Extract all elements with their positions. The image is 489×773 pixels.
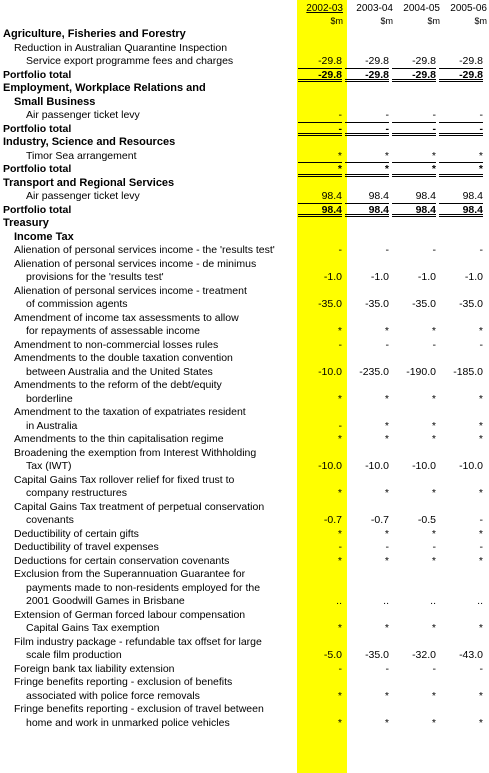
row-label: Fringe benefits reporting - exclusion of benefits <box>14 676 233 688</box>
value-2004-05: - <box>432 244 436 256</box>
table-row <box>0 690 489 704</box>
row-label: Portfolio total <box>3 163 72 175</box>
unit-label: $m <box>380 16 393 26</box>
section-heading-row <box>0 96 489 110</box>
unit-label: $m <box>427 16 440 26</box>
table-row <box>0 285 489 299</box>
table-row <box>0 474 489 488</box>
row-label: Employment, Workplace Relations and <box>3 82 206 94</box>
table-row <box>0 190 489 204</box>
value-2003-04: -1.0 <box>370 271 389 283</box>
portfolio-total-row <box>0 204 489 218</box>
table-row <box>0 582 489 596</box>
value-2002-03: .. <box>336 595 342 607</box>
value-2004-05: -0.5 <box>417 514 436 526</box>
value-2004-05: -35.0 <box>412 298 436 310</box>
value-2003-04: -35.0 <box>365 298 389 310</box>
table-row <box>0 595 489 609</box>
value-2004-05: * <box>431 622 436 634</box>
row-label: Portfolio total <box>3 68 72 81</box>
table-row <box>0 460 489 474</box>
value-2004-05: 98.4 <box>392 190 436 204</box>
value-2005-06: * <box>478 622 483 634</box>
value-2002-03: - <box>298 109 342 123</box>
row-label: Amendment to the taxation of expatriates resident <box>14 406 246 418</box>
value-2005-06: - <box>479 338 483 351</box>
value-2002-03: -10.0 <box>318 365 342 378</box>
value-2003-04: -29.8 <box>345 69 389 83</box>
table-row <box>0 298 489 312</box>
value-2002-03: * <box>337 716 342 729</box>
table-row <box>0 325 489 339</box>
row-label: Capital Gains Tax treatment of perpetual conservation <box>14 500 265 513</box>
value-2005-06: * <box>478 716 483 729</box>
table-row <box>0 663 489 677</box>
row-label: Deductibility of travel expenses <box>14 541 159 553</box>
table-row <box>0 501 489 515</box>
value-2003-04: -35.0 <box>365 649 389 661</box>
value-2004-05: * <box>431 689 436 702</box>
table-row <box>0 352 489 366</box>
value-2002-03: -29.8 <box>298 69 342 83</box>
row-label: Deductions for certain conservation covenants <box>14 554 230 567</box>
value-2005-06: * <box>478 433 483 445</box>
row-label: Extension of German forced labour compensation <box>14 608 246 621</box>
table-row <box>0 649 489 663</box>
value-2002-03: 98.4 <box>298 190 342 204</box>
value-2002-03: -5.0 <box>323 649 342 661</box>
section-heading-row <box>0 28 489 42</box>
row-label: Deductibility of certain gifts <box>14 527 139 540</box>
value-2003-04: * <box>384 689 389 702</box>
value-2005-06: - <box>439 109 483 123</box>
row-label: provisions for the 'results test' <box>26 271 164 283</box>
value-2005-06: .. <box>477 595 483 607</box>
row-label: Capital Gains Tax exemption <box>26 622 160 634</box>
value-2005-06: 98.4 <box>439 204 483 218</box>
value-2003-04: - <box>345 123 389 137</box>
value-2004-05: -29.8 <box>392 55 436 69</box>
row-label: Amendment to non-commercial losses rules <box>14 338 219 351</box>
value-2002-03: * <box>337 433 342 445</box>
row-label: scale film production <box>26 649 122 661</box>
row-label: of commission agents <box>26 298 128 310</box>
value-2002-03: -35.0 <box>318 298 342 310</box>
portfolio-total-row <box>0 123 489 137</box>
row-label: Air passenger ticket levy <box>26 109 140 121</box>
row-label: Service export programme fees and charges <box>26 55 234 67</box>
value-2004-05: * <box>431 325 436 337</box>
row-label: Fringe benefits reporting - exclusion of travel between <box>14 703 264 715</box>
table-row <box>0 393 489 407</box>
row-label: company restructures <box>26 487 127 499</box>
value-2003-04: * <box>384 392 389 405</box>
value-2003-04: * <box>384 325 389 337</box>
row-label: Exclusion from the Superannuation Guarantee for <box>14 568 246 580</box>
row-label: Portfolio total <box>3 122 72 135</box>
value-2003-04: - <box>385 338 389 351</box>
table-row <box>0 42 489 56</box>
table-row <box>0 150 489 164</box>
value-2002-03: -1.0 <box>323 271 342 283</box>
value-2002-03: - <box>338 662 342 675</box>
section-heading-row <box>0 231 489 245</box>
value-2003-04: * <box>384 433 389 445</box>
table-row <box>0 258 489 272</box>
value-2002-03: - <box>338 419 342 432</box>
value-2004-05: -190.0 <box>406 365 436 378</box>
row-label: for repayments of assessable income <box>26 325 200 337</box>
value-2005-06: - <box>479 514 483 526</box>
value-2002-03: * <box>337 487 342 499</box>
portfolio-total-row <box>0 163 489 177</box>
table-row <box>0 487 489 501</box>
table-row <box>0 636 489 650</box>
value-2004-05: -32.0 <box>412 649 436 661</box>
value-2002-03: - <box>338 244 342 256</box>
value-2002-03: * <box>298 163 342 177</box>
row-label: covenants <box>26 514 74 526</box>
value-2005-06: * <box>439 163 483 177</box>
value-2004-05: * <box>431 716 436 729</box>
section-heading-row <box>0 217 489 231</box>
value-2004-05: - <box>392 109 436 123</box>
row-label: Amendments to the reform of the debt/equity <box>14 379 222 391</box>
value-2002-03: 98.4 <box>298 204 342 218</box>
value-2003-04: - <box>385 244 389 256</box>
value-2002-03: * <box>337 622 342 634</box>
year-label: 2002-03 <box>306 3 343 14</box>
value-2003-04: * <box>345 150 389 164</box>
value-2003-04: - <box>345 109 389 123</box>
table-row <box>0 339 489 353</box>
portfolio-total-row <box>0 69 489 83</box>
row-label: Foreign bank tax liability extension <box>14 662 175 675</box>
row-label: in Australia <box>26 419 78 432</box>
value-2005-06: -185.0 <box>453 365 483 378</box>
row-label: Amendments to the double taxation convention <box>14 352 233 364</box>
year-label: 2004-05 <box>403 3 440 14</box>
row-label: associated with police force removals <box>26 689 200 702</box>
row-label: Broadening the exemption from Interest Withholding <box>14 446 257 459</box>
section-heading-row <box>0 82 489 96</box>
table-row <box>0 514 489 528</box>
row-label: Amendment of income tax assessments to allow <box>14 311 239 324</box>
table-row <box>0 406 489 420</box>
value-2004-05: * <box>392 150 436 164</box>
row-label: home and work in unmarked police vehicles <box>26 716 230 729</box>
table-row <box>0 109 489 123</box>
value-2005-06: * <box>478 392 483 405</box>
value-2005-06: -29.8 <box>439 69 483 83</box>
value-2004-05: - <box>432 338 436 351</box>
row-label: Air passenger ticket levy <box>26 190 140 202</box>
value-2005-06: * <box>478 527 483 540</box>
year-label: 2005-06 <box>450 3 487 14</box>
value-2003-04: - <box>385 541 389 553</box>
unit-label: $m <box>474 16 487 26</box>
value-2005-06: -10.0 <box>459 460 483 472</box>
value-2003-04: * <box>384 554 389 567</box>
value-2005-06: - <box>479 662 483 675</box>
value-2005-06: 98.4 <box>439 190 483 204</box>
table-row <box>0 676 489 690</box>
row-label: Industry, Science and Resources <box>3 136 176 148</box>
value-2002-03: * <box>337 392 342 405</box>
row-label: Capital Gains Tax rollover relief for fixed trust to <box>14 473 235 486</box>
table-row <box>0 717 489 731</box>
value-2005-06: * <box>478 325 483 337</box>
row-label: Amendments to the thin capitalisation regime <box>14 433 224 445</box>
year-label: 2003-04 <box>356 3 393 14</box>
value-2002-03: -0.7 <box>323 514 342 526</box>
row-label: Tax (IWT) <box>26 460 72 472</box>
value-2004-05: - <box>432 662 436 675</box>
row-label: borderline <box>26 392 73 405</box>
value-2005-06: * <box>478 554 483 567</box>
value-2005-06: - <box>479 244 483 256</box>
value-2003-04: * <box>384 622 389 634</box>
value-2002-03: * <box>337 325 342 337</box>
table-row <box>0 271 489 285</box>
column-header-2003-04 <box>347 3 393 29</box>
table-row <box>0 541 489 555</box>
value-2002-03: * <box>298 150 342 164</box>
value-2004-05: * <box>431 554 436 567</box>
value-2004-05: * <box>431 392 436 405</box>
value-2004-05: -29.8 <box>392 69 436 83</box>
value-2003-04: * <box>384 716 389 729</box>
table-row <box>0 568 489 582</box>
value-2002-03: - <box>338 338 342 351</box>
value-2003-04: -10.0 <box>365 460 389 472</box>
value-2005-06: - <box>439 123 483 137</box>
value-2005-06: -35.0 <box>459 298 483 310</box>
value-2005-06: -29.8 <box>439 55 483 69</box>
row-label: Timor Sea arrangement <box>26 149 137 162</box>
table-row <box>0 447 489 461</box>
row-label: Alienation of personal services income - treatment <box>14 284 247 297</box>
value-2004-05: * <box>431 433 436 445</box>
table-row <box>0 244 489 258</box>
value-2003-04: -235.0 <box>359 365 389 378</box>
row-label: Agriculture, Fisheries and Forestry <box>3 28 186 40</box>
row-label: Reduction in Australian Quarantine Inspection <box>14 41 228 54</box>
value-2004-05: -10.0 <box>412 460 436 472</box>
value-2002-03: -29.8 <box>298 55 342 69</box>
value-2002-03: - <box>338 541 342 553</box>
table-row <box>0 555 489 569</box>
row-label: 2001 Goodwill Games in Brisbane <box>26 595 185 607</box>
row-label: between Australia and the United States <box>26 365 213 378</box>
table-row <box>0 528 489 542</box>
table-row <box>0 366 489 380</box>
value-2004-05: - <box>392 123 436 137</box>
row-label: Portfolio total <box>3 203 72 216</box>
value-2003-04: 98.4 <box>345 190 389 204</box>
value-2003-04: 98.4 <box>345 204 389 218</box>
column-header-2005-06 <box>441 3 487 29</box>
value-2005-06: * <box>478 419 483 432</box>
value-2003-04: - <box>385 662 389 675</box>
value-2005-06: - <box>479 541 483 553</box>
row-label: Alienation of personal services income - de minimus <box>14 257 257 270</box>
value-2003-04: -0.7 <box>370 514 389 526</box>
value-2005-06: * <box>478 487 483 499</box>
value-2005-06: -1.0 <box>464 271 483 283</box>
row-label: Small Business <box>14 95 96 108</box>
value-2005-06: * <box>439 150 483 164</box>
table-row <box>0 420 489 434</box>
table-row <box>0 55 489 69</box>
value-2004-05: * <box>392 163 436 177</box>
value-2005-06: * <box>478 689 483 702</box>
value-2004-05: - <box>432 541 436 553</box>
value-2003-04: * <box>384 487 389 499</box>
value-2004-05: 98.4 <box>392 204 436 218</box>
row-label: Transport and Regional Services <box>3 176 175 189</box>
section-heading-row <box>0 177 489 191</box>
measures-table <box>0 28 489 730</box>
value-2002-03: -10.0 <box>318 460 342 472</box>
value-2002-03: * <box>337 554 342 567</box>
table-row <box>0 703 489 717</box>
row-label: payments made to non-residents employed for the <box>26 581 261 594</box>
value-2004-05: * <box>431 527 436 540</box>
row-label: Income Tax <box>14 230 74 243</box>
section-heading-row <box>0 136 489 150</box>
table-row <box>0 622 489 636</box>
value-2002-03: * <box>337 527 342 540</box>
row-label: Treasury <box>3 217 49 229</box>
value-2004-05: .. <box>430 595 436 607</box>
column-header-2004-05 <box>394 3 440 29</box>
table-row <box>0 312 489 326</box>
value-2003-04: -29.8 <box>345 55 389 69</box>
value-2004-05: * <box>431 487 436 499</box>
value-2003-04: * <box>384 527 389 540</box>
value-2005-06: -43.0 <box>459 649 483 661</box>
value-2002-03: - <box>298 123 342 137</box>
row-label: Film industry package - refundable tax offset for large <box>14 635 262 648</box>
unit-label: $m <box>330 16 343 26</box>
value-2003-04: .. <box>383 595 389 607</box>
value-2003-04: * <box>384 419 389 432</box>
table-row <box>0 379 489 393</box>
table-row <box>0 609 489 623</box>
value-2002-03: * <box>337 689 342 702</box>
row-label: Alienation of personal services income - the 'results test' <box>14 244 275 256</box>
value-2004-05: * <box>431 419 436 432</box>
table-row <box>0 433 489 447</box>
value-2004-05: -1.0 <box>417 271 436 283</box>
column-header-2002-03 <box>297 3 343 29</box>
value-2003-04: * <box>345 163 389 177</box>
